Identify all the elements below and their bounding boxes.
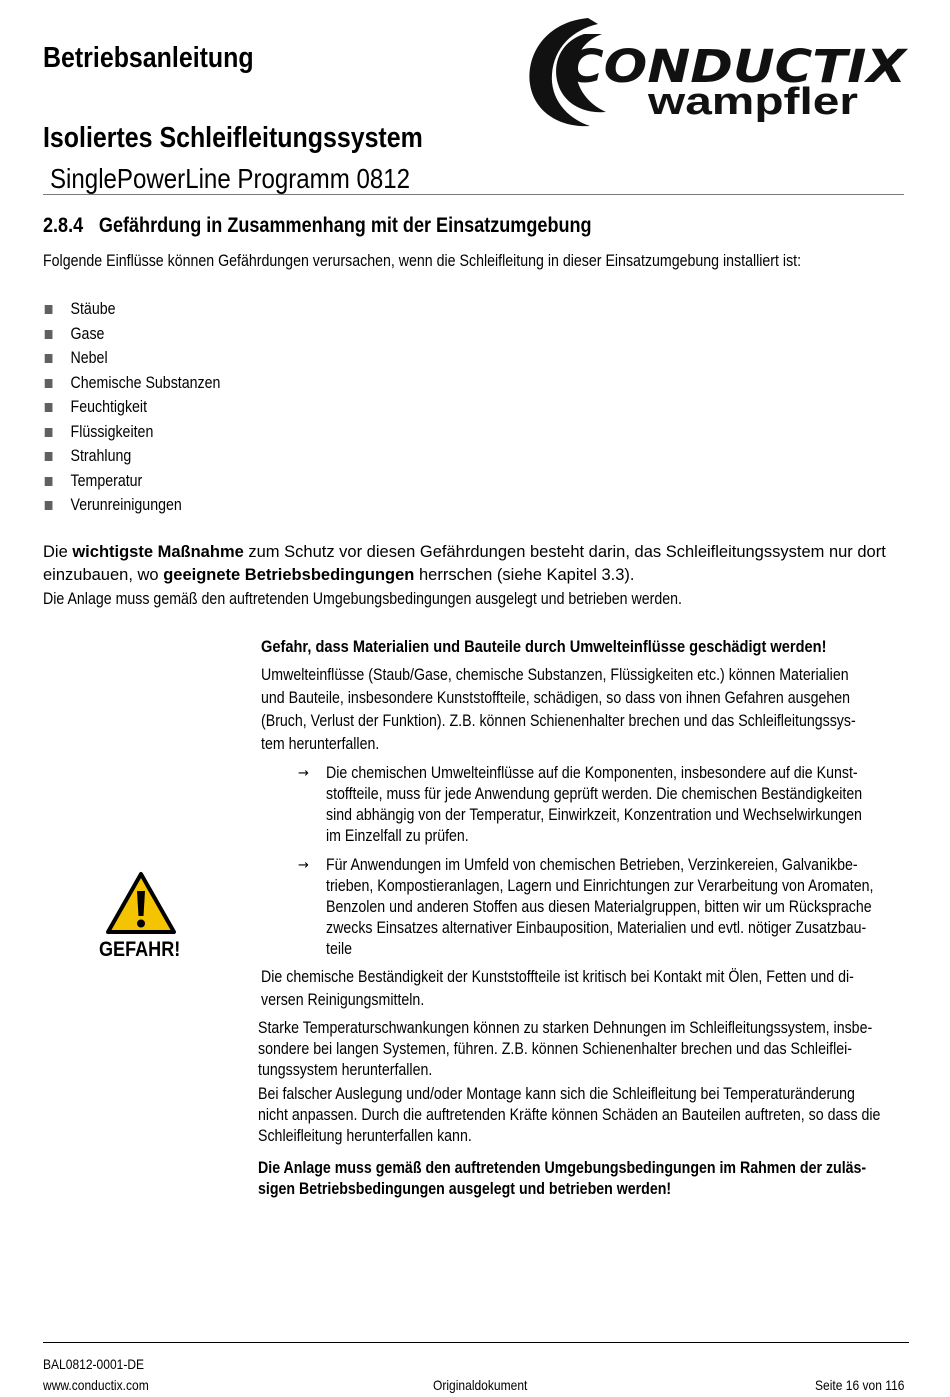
page-subtitle: SinglePowerLine Programm 0812 xyxy=(50,163,411,194)
conductix-wampfler-logo xyxy=(526,12,910,138)
arrow-icon: → xyxy=(298,858,309,873)
section-number: 2.8.4 xyxy=(43,214,84,237)
footer-page-number: Seite 16 von 116 xyxy=(815,1377,905,1393)
list-item xyxy=(43,346,220,371)
bullet-square-icon xyxy=(45,354,53,363)
action-line: Die chemischen Umwelteinflüsse auf die Komponenten, insbesondere auf die Kunst- xyxy=(326,764,858,782)
action-line: im Einzelfall zu prüfen. xyxy=(326,827,469,845)
warning-body-line: (Bruch, Verlust der Funktion). Z.B. können Schienenhalter brechen und das Schleifleitungssys- xyxy=(261,712,856,730)
action-line: sind abhängig von der Temperatur, Einwirkzeit, Konzentration und Wechselwirkungen xyxy=(326,806,862,824)
list-item xyxy=(43,322,220,347)
list-item-label: Stäube xyxy=(70,300,116,318)
measure-followup: Die Anlage muss gemäß den auftretenden Umgebungsbedingungen ausgelegt und betrieben werden. xyxy=(43,590,683,608)
section-heading xyxy=(43,214,592,238)
section-title: Gefährdung in Zusammenhang mit der Einsatzumgebung xyxy=(98,214,592,237)
action-line: Benzolen und anderen Stoffen aus diesen Materialgruppen, bitten wir um Rücksprache xyxy=(326,898,872,916)
list-item xyxy=(43,444,220,469)
temperature-line: Bei falscher Auslegung und/oder Montage kann sich die Schleifleitung bei Temperaturänderung xyxy=(258,1085,855,1103)
list-item-label: Strahlung xyxy=(70,447,132,465)
conclusion-line: sigen Betriebsbedingungen ausgelegt und betrieben werden! xyxy=(258,1180,672,1198)
header-divider xyxy=(43,194,904,195)
measure-text: zum Schutz vor diesen Gefährdungen besteht darin, das Schleifleitungssystem nur dort einzubauen, wo xyxy=(43,543,886,584)
logo-word-conductix: CONDUCTIX xyxy=(566,40,909,93)
footer-website-link[interactable]: www.conductix.com xyxy=(43,1377,149,1393)
list-item xyxy=(43,469,220,494)
bullet-square-icon xyxy=(45,403,53,412)
list-item-label: Temperatur xyxy=(70,471,143,490)
temperature-line: Starke Temperaturschwankungen können zu starken Dehnungen im Schleifleitungssystem, insbe- xyxy=(258,1019,873,1037)
measure-emphasis: geeignete Betriebsbedingungen xyxy=(163,565,415,584)
list-item-label: Verunreinigungen xyxy=(70,496,182,514)
list-item-label: Chemische Substanzen xyxy=(70,373,221,392)
warning-note-line: Die chemische Beständigkeit der Kunststoffteile ist kritisch bei Kontakt mit Ölen, Fetten und di- xyxy=(261,968,854,986)
action-line: stoffteile, muss für jede Anwendung geprüft werden. Die chemischen Beständigkeiten xyxy=(326,785,863,803)
action-line: zwecks Einsatzes alternativer Einbauposition, Materialien und evtl. nötiger Zusatzbau- xyxy=(326,919,867,937)
list-item-label: Flüssigkeiten xyxy=(70,422,154,441)
list-item-label: Nebel xyxy=(70,349,108,367)
action-line: trieben, Kompostieranlagen, Lagern und Einrichtungen zur Verarbeitung von Aromaten, xyxy=(326,877,874,895)
list-item-label: Gase xyxy=(70,324,105,343)
bullet-square-icon xyxy=(45,330,53,339)
list-item xyxy=(43,297,220,322)
arrow-icon: → xyxy=(298,766,309,781)
page-title: Isoliertes Schleifleitungssystem xyxy=(43,122,423,154)
measure-text: Die xyxy=(43,543,73,561)
bullet-square-icon xyxy=(45,477,53,486)
warning-body-line: tem herunterfallen. xyxy=(261,735,380,753)
temperature-line: sondere bei langen Systemen, führen. Z.B. können Schienenhalter brechen und das Schleiflei- xyxy=(258,1040,853,1058)
footer-original-label: Originaldokument xyxy=(433,1377,528,1393)
measure-paragraph xyxy=(43,541,907,586)
document-type: Betriebsanleitung xyxy=(43,42,254,74)
action-line: Für Anwendungen im Umfeld von chemischen Betrieben, Verzinkereien, Galvanikbe- xyxy=(326,856,858,874)
warning-note-line: versen Reinigungsmitteln. xyxy=(261,991,425,1009)
temperature-line: Schleifleitung herunterfallen kann. xyxy=(258,1127,472,1145)
warning-body-line: Umwelteinflüsse (Staub/Gase, chemische Substanzen, Flüssigkeiten etc.) können Materialien xyxy=(261,666,849,684)
warning-triangle-icon xyxy=(105,871,177,935)
bullet-square-icon xyxy=(45,379,53,388)
temperature-line: nicht anpassen. Durch die auftretenden Kräfte können Schäden an Bauteilen auftreten, so dass die xyxy=(258,1106,881,1124)
bullet-square-icon xyxy=(45,428,53,437)
bullet-square-icon xyxy=(45,501,53,510)
action-line: teile xyxy=(326,940,353,958)
warning-label: GEFAHR! xyxy=(99,938,181,961)
bullet-square-icon xyxy=(45,452,53,461)
list-item xyxy=(43,395,220,420)
footer-doc-id: BAL0812-0001-DE xyxy=(43,1356,145,1372)
temperature-line: tungssystem herunterfallen. xyxy=(258,1061,433,1079)
list-item xyxy=(43,371,220,396)
list-item xyxy=(43,420,220,445)
intro-paragraph: Folgende Einflüsse können Gefährdungen verursachen, wenn die Schleifleitung in dieser Einsatzumgebung installiert ist: xyxy=(43,252,802,270)
conclusion-line: Die Anlage muss gemäß den auftretenden Umgebungsbedingungen im Rahmen der zuläs- xyxy=(258,1159,867,1177)
influences-list xyxy=(43,297,220,518)
measure-emphasis: wichtigste Maßnahme xyxy=(72,543,244,561)
warning-body-line: und Bauteile, insbesondere Kunststoffteile, schädigen, so dass von ihnen Gefahren ausgehen xyxy=(261,689,851,707)
warning-title: Gefahr, dass Materialien und Bauteile durch Umwelteinflüsse geschädigt werden! xyxy=(261,637,827,656)
measure-text: herrschen (siehe Kapitel 3.3). xyxy=(414,565,635,584)
list-item xyxy=(43,493,220,518)
logo-word-wampfler: wampfler xyxy=(646,81,859,123)
list-item-label: Feuchtigkeit xyxy=(70,398,148,416)
footer-divider xyxy=(43,1342,909,1343)
bullet-square-icon xyxy=(45,305,53,314)
